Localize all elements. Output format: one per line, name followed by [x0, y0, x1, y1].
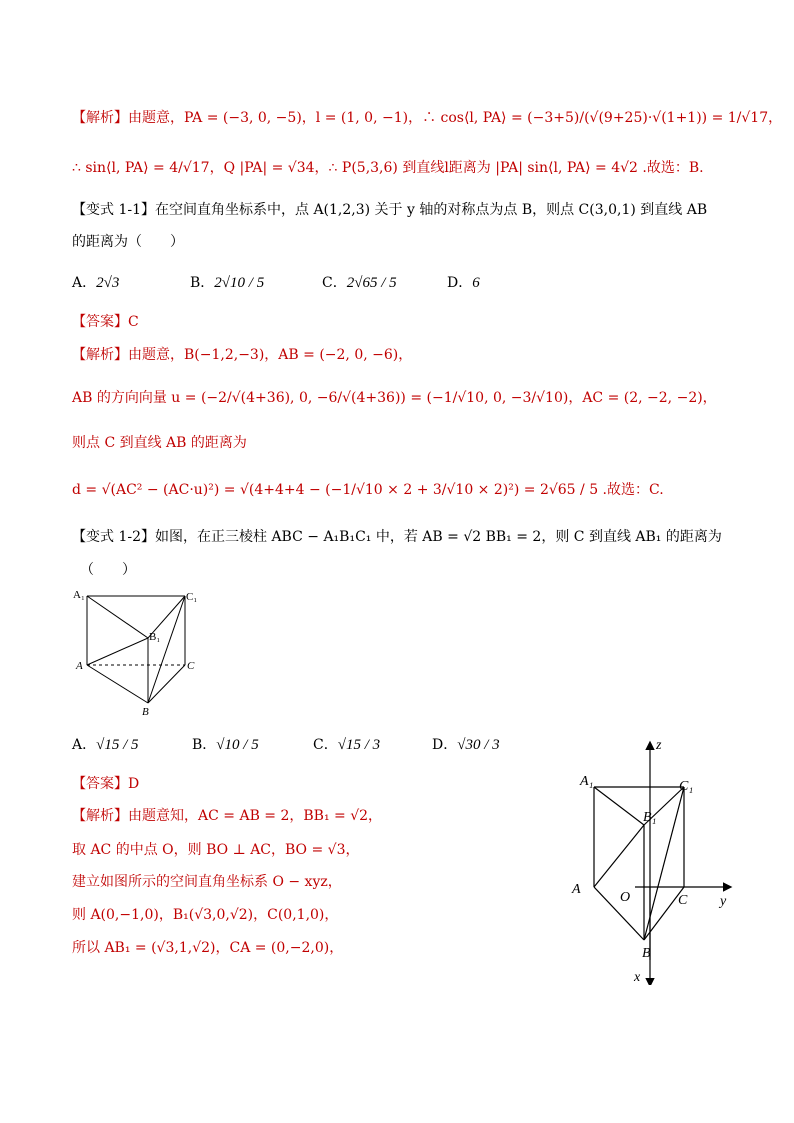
variant-1-1-stem-2: 的距离为（ ） — [72, 234, 184, 250]
analysis-1-2-line-4: 则 A(0,−1,0)，B₁(√3,0,√2)，C(0,1,0)， — [72, 907, 339, 923]
option-b-2: B．√10 / 5 — [192, 737, 259, 753]
option-b: B．2√10 / 5 — [190, 275, 265, 291]
label-a1: A₁ — [73, 589, 85, 601]
label-o: O — [620, 890, 631, 905]
answer-1-1: 【答案】C — [72, 314, 139, 330]
analysis-tag: 【解析】 — [72, 110, 128, 126]
analysis-1-2-line-1: 【解析】由题意知，AC = AB = 2，BB₁ = √2， — [72, 808, 383, 824]
analysis-1-2-line-2: 取 AC 的中点 O，则 BO ⊥ AC，BO = √3， — [72, 842, 360, 858]
axis-x-label: x — [634, 970, 641, 985]
option-d-2: D．√30 / 3 — [432, 737, 500, 753]
analysis-1-2-line-3: 建立如图所示的空间直角坐标系 O − xyz， — [72, 874, 342, 890]
variant-1-2-stem-2: （ ） — [80, 562, 136, 578]
variant-tag: 【变式 1-1】 — [72, 202, 155, 218]
label-b1: B₁ — [149, 631, 161, 643]
label-a-2: A — [572, 882, 581, 897]
variant-1-2-stem: 【变式 1-2】如图，在正三棱柱 ABC − A₁B₁C₁ 中，若 AB = √2 BB₁ = 2，则 C 到直线 AB₁ 的距离为 — [72, 529, 722, 545]
prism-figure — [68, 585, 198, 720]
option-a-2: A．√15 / 5 — [72, 737, 139, 753]
coordinate-figure — [560, 735, 750, 985]
analysis-text: 由题意，PA = (−3, 0, −5)，l = (1, 0, −1)，∴ cos⟨l, PA⟩ = (−3+5)/(√(9+25)·√(1+1)) = 1/√17， — [128, 110, 783, 126]
label-c-2: C — [678, 893, 688, 908]
analysis-text-2: ∴ sin⟨l, PA⟩ = 4/√17，Q |PA| = √34，∴ P(5,3,6) 到直线l距离为 |PA| sin⟨l, PA⟩ = 4√2 .故选：B. — [72, 160, 704, 176]
label-c: C — [187, 660, 195, 672]
analysis-1-1-line-4: d = √(AC² − (AC·u)²) = √(4+4+4 − (−1/√10 × 2 + 3/√10 × 2)²) = 2√65 / 5 .故选：C. — [72, 482, 664, 498]
option-c: C．2√65 / 5 — [322, 275, 397, 291]
axis-z-label: z — [656, 738, 662, 753]
variant-1-1-stem: 【变式 1-1】在空间直角坐标系中，点 A(1,2,3) 关于 y 轴的对称点为点 B，则点 C(3,0,1) 到直线 AB — [72, 202, 708, 218]
label-c1-2: C₁ — [679, 779, 694, 794]
analysis-1-1-line-3: 则点 C 到直线 AB 的距离为 — [72, 435, 247, 451]
analysis-line-1 — [72, 108, 782, 128]
axis-y-label: y — [720, 894, 727, 909]
label-b-2: B — [642, 946, 651, 961]
answer-1-2: 【答案】D — [72, 776, 140, 792]
option-c-2: C．√15 / 3 — [313, 737, 381, 753]
analysis-1-2-line-5: 所以 AB₁ = (√3,1,√2)，CA = (0,−2,0)， — [72, 940, 344, 956]
analysis-line-2 — [72, 158, 704, 178]
label-b1-2: B₁ — [643, 810, 657, 825]
option-a: A．2√3 — [72, 275, 120, 291]
analysis-1-1-line-1: 【解析】由题意，B(−1,2,−3)，AB = (−2, 0, −6)， — [72, 347, 413, 363]
label-b: B — [142, 706, 149, 718]
analysis-1-1-line-2: AB 的方向向量 u = (−2/√(4+36), 0, −6/√(4+36)) = (−1/√10, 0, −3/√10)，AC = (2, −2, −2)， — [72, 390, 717, 406]
label-c1: C₁ — [186, 591, 198, 603]
label-a1-2: A₁ — [580, 774, 594, 789]
option-d: D．6 — [447, 275, 480, 291]
label-a: A — [76, 660, 83, 672]
